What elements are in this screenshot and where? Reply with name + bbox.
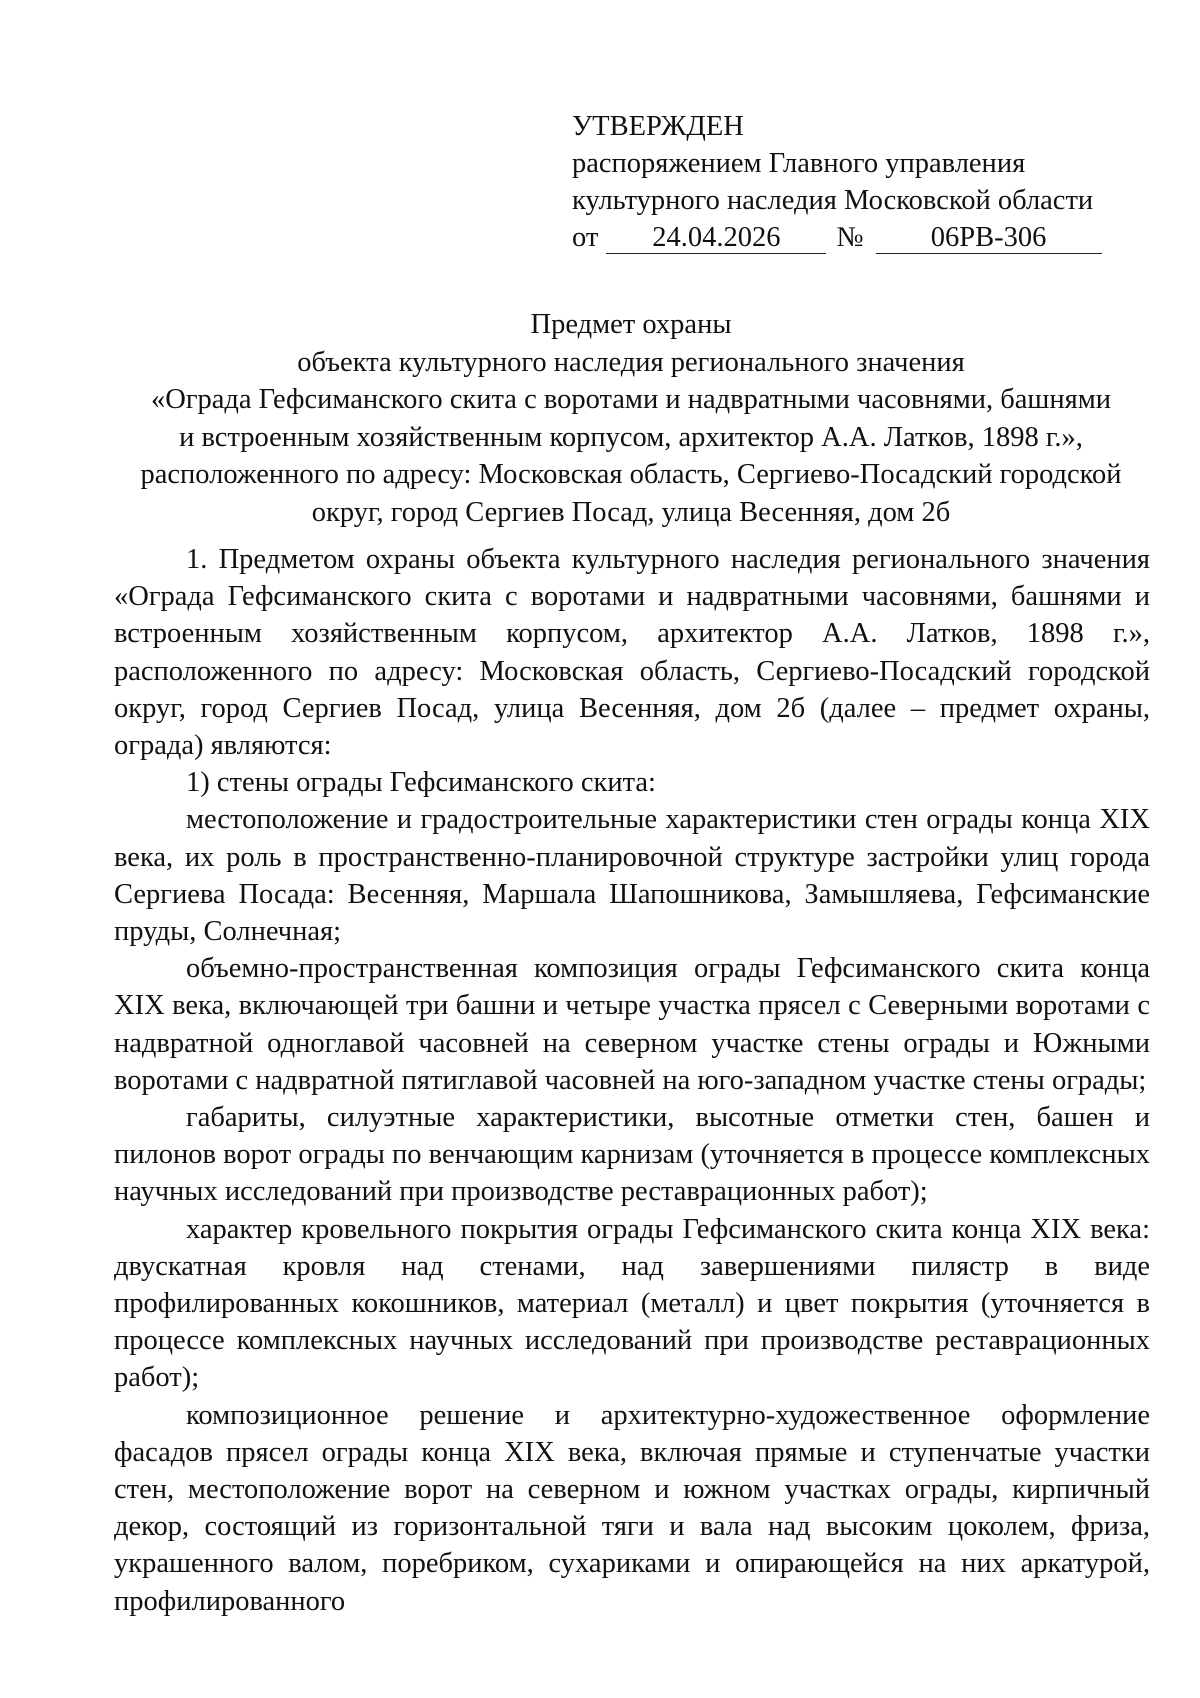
paragraph: объемно-пространственная композиция ограды Гефсиманского скита конца XIX века, включающей три башни и четыре участка прясел с Северными воротами с надвратной одноглавой часовней на северном участке стены ограды и Южными воротами с надвратной пятиглавой часовней на юго-западном участке стены ограды; bbox=[114, 953, 1150, 1096]
paragraph: композиционное решение и архитектурно-художественное оформление фасадов прясел ограды конца XIX века, включая прямые и ступенчатые участки стен, местоположение ворот на северном и южном участках ограды, кирпичный декор, состоящий из горизонтальной тяги и вала над высоким цоколем, фриза, украшенного валом, поребриком, сухариками и опирающейся на них аркатурой, профилированного bbox=[114, 1399, 1150, 1617]
title-line-2: объекта культурного наследия регионального значения bbox=[297, 346, 965, 378]
title-line-4: и встроенным хозяйственным корпусом, архитектор А.А. Латков, 1898 г.», bbox=[179, 421, 1083, 453]
approval-line-2: культурного наследия Московской области bbox=[572, 185, 1094, 216]
document-title bbox=[112, 306, 1150, 531]
approval-line-1: распоряжением Главного управления bbox=[572, 148, 1026, 179]
approval-heading: УТВЕРЖДЕН bbox=[572, 111, 744, 142]
paragraph: местоположение и градостроительные характеристики стен ограды конца XIX века, их роль в пространственно-планировочной структуре застройки улиц города Сергиева Посада: Весенняя, Маршала Шапошникова, Замышляева, Гефсиманские пруды, Солнечная; bbox=[114, 804, 1150, 948]
title-line-3: «Ограда Гефсиманского скита с воротами и надвратными часовнями, башнями bbox=[150, 384, 1111, 415]
title-line-6: округ, город Сергиев Посад, улица Весенняя, дом 2б bbox=[311, 496, 951, 528]
approval-stamp bbox=[572, 108, 1112, 256]
title-line-1: Предмет охраны bbox=[530, 309, 732, 340]
document-body bbox=[114, 541, 1150, 1620]
paragraph: 1) стены ограды Гефсиманского скита: bbox=[186, 767, 656, 799]
approval-date: 24.04.2026 bbox=[606, 223, 826, 254]
approval-date-line bbox=[572, 219, 1112, 256]
approval-number: 06РВ-306 bbox=[876, 223, 1102, 254]
paragraph: габариты, силуэтные характеристики, высотные отметки стен, башен и пилонов ворот ограды по венчающим карнизам (уточняется в процессе комплексных научных исследований при производстве реставрационных работ); bbox=[114, 1102, 1150, 1208]
number-label: № bbox=[836, 222, 864, 253]
paragraph: характер кровельного покрытия ограды Гефсиманского скита конца XIX века: двускатная кровля над стенами, над завершениями пилястр в виде профилированных кокошников, материал (металл) и цвет покрытия (уточняется в процессе комплексных научных исследований при производстве реставрационных работ); bbox=[114, 1213, 1150, 1394]
from-label: от bbox=[572, 222, 599, 253]
paragraph: 1. Предметом охраны объекта культурного наследия регионального значения «Ограда Гефсиманского скита с воротами и надвратными часовнями, башнями и встроенным хозяйственным корпусом, архитектор А.А. Латков, 1898 г.», расположенного по адресу: Московская область, Сергиево-Посадский городской округ, город Сергиев Посад, улица Весенняя, дом 2б (далее – предмет охраны, ограда) являются: bbox=[114, 544, 1150, 762]
title-line-5: расположенного по адресу: Московская область, Сергиево-Посадский городской bbox=[140, 459, 1122, 490]
